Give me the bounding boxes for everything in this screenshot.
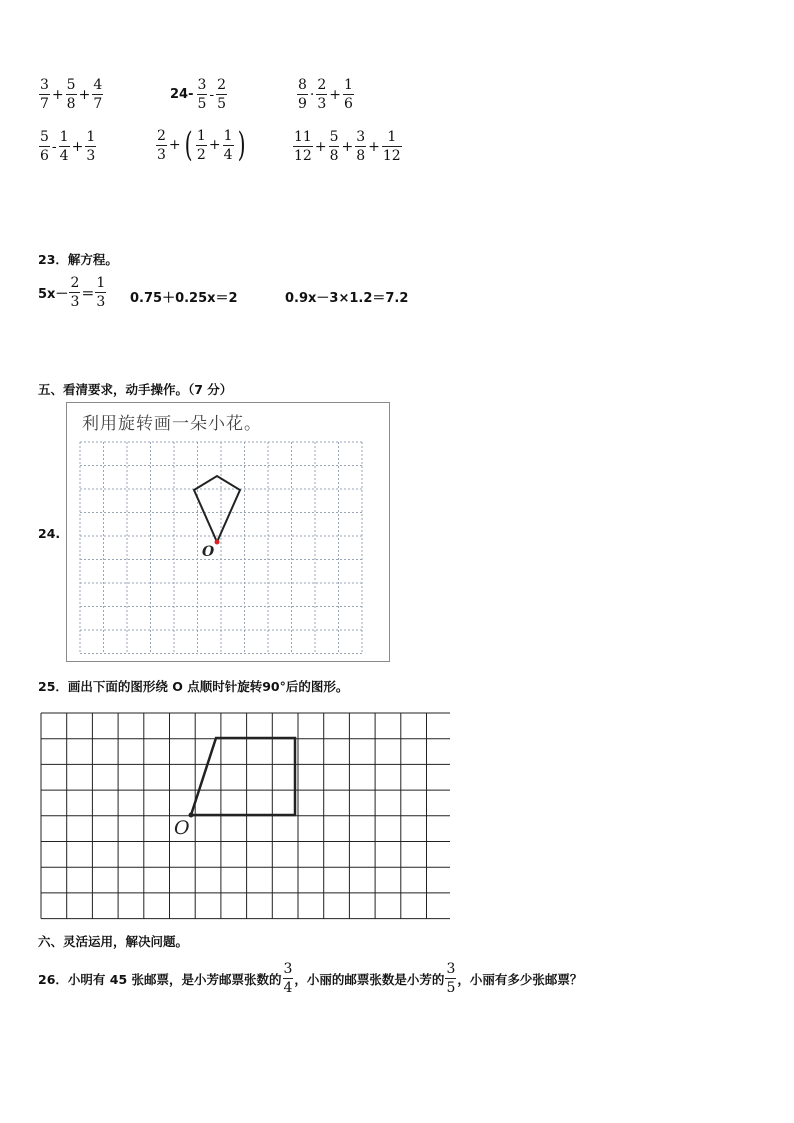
q24-figure	[66, 402, 390, 662]
fraction: $\frac{1}{4}$	[59, 129, 69, 164]
point-label-o: O	[202, 544, 215, 560]
fraction: $\frac{11}{12}$	[294, 129, 312, 164]
calc-expression-2: 24- $\frac{3}{5}$ - $\frac{2}{5}$	[170, 77, 227, 112]
q23-equation-1: 5x－ $\frac{2}{3}$ ＝ $\frac{1}{3}$	[38, 275, 106, 310]
fraction: $\frac{1}{4}$	[223, 127, 233, 163]
fraction: $\frac{5}{6}$	[40, 129, 49, 164]
point-label-o: O	[174, 817, 190, 839]
q25-figure	[38, 710, 450, 922]
calc-expression-1: $\frac{3}{7}$ + $\frac{5}{8}$ + $\frac{4}{7}$	[40, 77, 103, 112]
fraction: $\frac{1}{3}$	[86, 129, 96, 164]
q26-question: 26．小明有 45 张邮票，是小芳邮票张数的 $\frac{3}{4}$ ，小丽的邮票张数是小芳的 $\frac{3}{5}$ ，小丽有多少张邮票？	[38, 961, 583, 996]
fraction: $\frac{2}{3}$	[157, 127, 166, 163]
q25-title: 25．画出下面的图形绕 O 点顺时针旋转90°后的图形。	[38, 679, 349, 694]
fraction: $\frac{3}{5}$	[197, 77, 207, 112]
fraction: $\frac{2}{5}$	[217, 77, 227, 112]
fraction: $\frac{1}{12}$	[382, 129, 401, 164]
calc-expression-6: $\frac{11}{12}$ + $\frac{5}{8}$ + $\frac{3}{8}$ + $\frac{1}{12}$	[294, 129, 401, 164]
fraction: $\frac{1}{3}$	[96, 275, 106, 310]
calc-expression-5: $\frac{2}{3}$ + ( $\frac{1}{2}$ + $\frac{1}{4}$ )	[157, 125, 246, 165]
fraction: $\frac{3}{5}$	[446, 961, 456, 996]
fraction: $\frac{3}{4}$	[283, 961, 293, 996]
fraction: $\frac{4}{7}$	[93, 77, 103, 112]
q24-flower-grid	[66, 402, 390, 662]
q23-equation-2: 0.75＋0.25x＝2	[130, 291, 238, 306]
q25-grid	[38, 710, 450, 922]
trapezoid-shape	[191, 738, 295, 815]
fraction: $\frac{2}{3}$	[317, 77, 327, 112]
section-6-title: 六、灵活运用，解决问题。	[38, 934, 189, 949]
rotation-center-point	[215, 540, 220, 545]
fraction: $\frac{5}{8}$	[329, 129, 339, 164]
q24-box-title: 利用旋转画一朵小花。	[82, 414, 262, 434]
q23-title: 23．解方程。	[38, 252, 118, 267]
fraction: $\frac{5}{8}$	[66, 77, 76, 112]
fraction: $\frac{3}{8}$	[356, 129, 366, 164]
fraction: $\frac{3}{7}$	[40, 77, 49, 112]
calc-expression-4: $\frac{5}{6}$ - $\frac{1}{4}$ + $\frac{1}{3}$	[40, 129, 96, 164]
q23-equation-3: 0.9x－3×1.2＝7.2	[285, 291, 409, 306]
calc-expression-3: $\frac{8}{9}$ · $\frac{2}{3}$ + $\frac{1}{6}$	[298, 77, 353, 112]
fraction: $\frac{2}{3}$	[70, 275, 80, 310]
fraction: $\frac{8}{9}$	[298, 77, 307, 112]
q24-number: 24.	[38, 526, 61, 541]
fraction: $\frac{1}{6}$	[344, 77, 353, 112]
section-5-title: 五、看清要求，动手操作。（7 分）	[38, 382, 233, 397]
fraction: $\frac{1}{2}$	[196, 127, 206, 163]
